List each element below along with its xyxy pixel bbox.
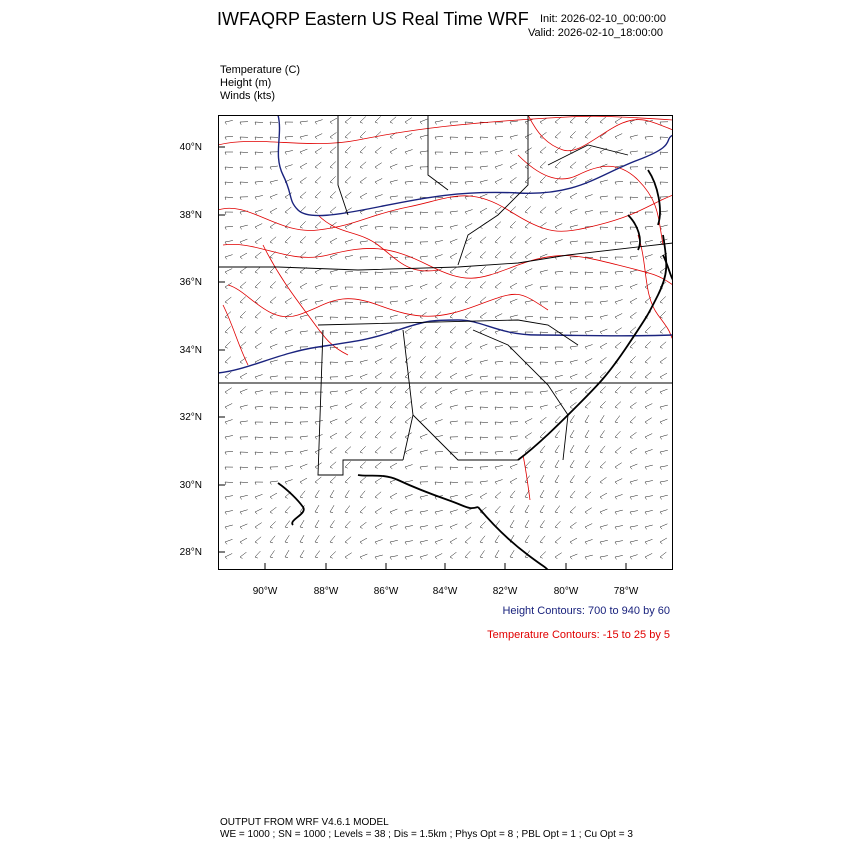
winds-field-label: Winds (kts) <box>220 90 275 102</box>
lat-label-38n: 38°N <box>179 210 202 221</box>
valid-time: Valid: 2026-02-10_18:00:00 <box>528 27 663 39</box>
height-field-label: Height (m) <box>220 77 272 89</box>
lon-label-90w: 90°W <box>252 586 278 597</box>
lon-label-78w: 78°W <box>613 586 639 597</box>
height-contours-legend: Height Contours: 700 to 940 by 60 <box>502 605 670 617</box>
model-info-line-1: OUTPUT FROM WRF V4.6.1 MODEL <box>220 817 389 828</box>
init-time: Init: 2026-02-10_00:00:00 <box>540 13 666 25</box>
lon-label-86w: 86°W <box>373 586 399 597</box>
lon-label-88w: 88°W <box>313 586 339 597</box>
lat-label-30n: 30°N <box>179 480 202 491</box>
lat-label-32n: 32°N <box>179 412 202 423</box>
lon-label-80w: 80°W <box>553 586 579 597</box>
lon-label-82w: 82°W <box>492 586 518 597</box>
lat-label-34n: 34°N <box>179 345 202 356</box>
map-plot-area <box>218 115 673 570</box>
model-info-line-2: WE = 1000 ; SN = 1000 ; Levels = 38 ; Dis = 1.5km ; Phys Opt = 8 ; PBL Opt = 1 ; Cu Opt = 3 <box>220 829 633 840</box>
lat-label-28n: 28°N <box>179 547 202 558</box>
map-title: IWFAQRP Eastern US Real Time WRF <box>217 9 529 29</box>
map-canvas <box>218 115 673 570</box>
lat-label-36n: 36°N <box>179 277 202 288</box>
temperature-field-label: Temperature (C) <box>220 64 301 76</box>
temperature-contours-legend: Temperature Contours: -15 to 25 by 5 <box>487 629 670 641</box>
lon-label-84w: 84°W <box>432 586 458 597</box>
lat-label-40n: 40°N <box>179 142 202 153</box>
